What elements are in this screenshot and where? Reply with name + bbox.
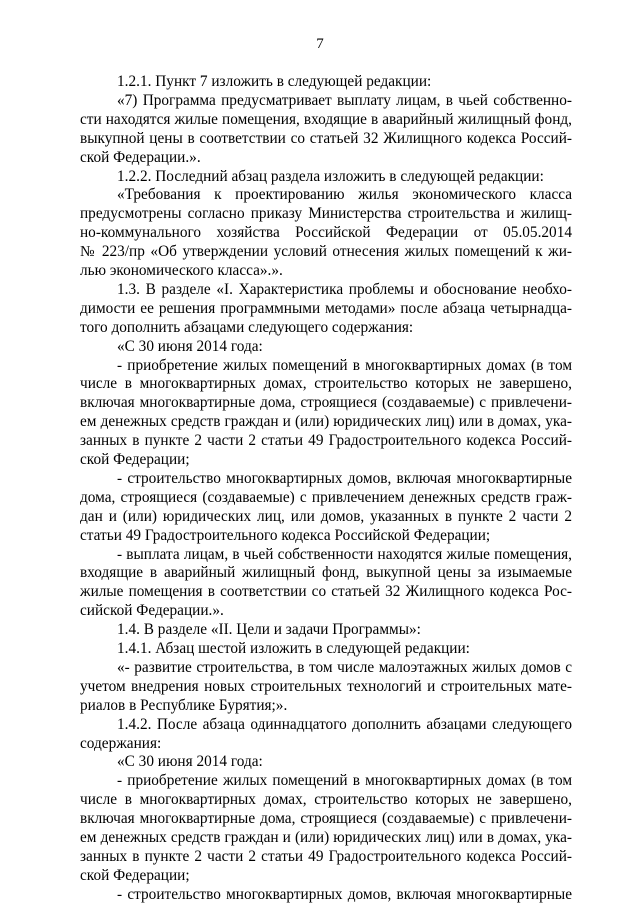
text-line: - приобретение жилых помещений в многоквартирных домах (в том xyxy=(117,772,572,790)
text-line: ской Федерации; xyxy=(80,866,190,884)
text-line: «С 30 июня 2014 года: xyxy=(117,753,263,771)
text-line: сти находятся жилые помещения, входящие в аварийный жилищный фонд, xyxy=(80,110,572,128)
text-line: димости ее решения программными методами» после абзаца четырнадца- xyxy=(80,299,572,317)
text-line: занных в пункте 2 части 2 статьи 49 Градостроительного кодекса Россий- xyxy=(80,847,572,865)
text-line: 1.4.1. Абзац шестой изложить в следующей редакции: xyxy=(117,640,470,657)
text-line: включая многоквартирные дома, строящиеся (создаваемые) с привлечени- xyxy=(80,394,572,412)
text-line: но-коммунального хозяйства Российской Федерации от 05.05.2014 xyxy=(80,224,572,242)
text-line: включая многоквартирные дома, строящиеся (создаваемые) с привлечени- xyxy=(80,810,572,828)
text-line: 1.4. В разделе «II. Цели и задачи Программы»: xyxy=(117,621,421,639)
text-line: ской Федерации; xyxy=(80,451,190,468)
text-line: 1.2.1. Пункт 7 изложить в следующей редакции: xyxy=(117,73,432,90)
text-line: занных в пункте 2 части 2 статьи 49 Градостроительного кодекса Россий- xyxy=(80,432,572,450)
text-line: № 223/пр «Об утверждении условий отнесения жилых помещений к жи- xyxy=(80,243,572,261)
text-line: - приобретение жилых помещений в многоквартирных домах (в том xyxy=(117,356,572,374)
text-line: учетом внедрения новых строительных технологий и строительных мате- xyxy=(80,677,572,695)
text-line: того дополнить абзацами следующего содержания: xyxy=(80,318,414,336)
page-number: 7 xyxy=(316,36,324,52)
text-line: содержания: xyxy=(80,734,162,752)
text-line: ем денежных средств граждан и (или) юридических лиц) или в домах, ука- xyxy=(80,413,572,431)
text-line: выкупной цены в соответствии со статьей 32 Жилищного кодекса Россий- xyxy=(80,129,572,147)
text-line: предусмотрены согласно приказу Министерства строительства и жилищ- xyxy=(80,205,572,223)
text-line: «7) Программа предусматривает выплату лицам, в чьей собственно- xyxy=(117,91,572,109)
text-line: статьи 49 Градостроительного кодекса Российской Федерации; xyxy=(80,526,491,544)
text-line: лью экономического класса».». xyxy=(80,262,283,279)
text-line: 1.2.2. Последний абзац раздела изложить в следующей редакции: xyxy=(117,167,544,185)
text-line: - строительство многоквартирных домов, включая многоквартирные xyxy=(117,469,572,487)
text-line: ем денежных средств граждан и (или) юридических лиц) или в домах, ука- xyxy=(80,829,572,846)
text-line: - выплата лицам, в чьей собственности находятся жилые помещения, xyxy=(117,545,572,563)
text-line: ской Федерации.». xyxy=(80,148,201,166)
text-line: 1.4.2. После абзаца одиннадцатого дополнить абзацами следующего xyxy=(117,715,572,733)
text-line: риалов в Республике Бурятия;». xyxy=(80,696,288,714)
text-line: «- развитие строительства, в том числе малоэтажных жилых домов с xyxy=(117,658,572,676)
text-line: сийской Федерации.». xyxy=(80,602,224,620)
text-line: жилые помещения в соответствии со статьей 32 Жилищного кодекса Рос- xyxy=(80,583,572,601)
text-line: дома, строящиеся (создаваемые) с привлечением денежных средств граж- xyxy=(80,488,572,506)
text-line: «С 30 июня 2014 года: xyxy=(117,337,263,355)
text-line: «Требования к проектированию жилья экономического класса xyxy=(117,186,572,204)
text-line: дан и (или) юридических лиц, или домов, указанных в пункте 2 части 2 xyxy=(80,507,572,525)
text-line: числе в многоквартирных домах, строительство которых не завершено, xyxy=(80,791,572,809)
text-line: входящие в аварийный жилищный фонд, выкупной цены за изымаемые xyxy=(80,564,572,582)
text-line: 1.3. В разделе «I. Характеристика проблемы и обоснование необхо- xyxy=(117,280,572,298)
text-line: - строительство многоквартирных домов, включая многоквартирные xyxy=(117,885,572,903)
text-line: числе в многоквартирных домах, строительство которых не завершено, xyxy=(80,375,572,393)
